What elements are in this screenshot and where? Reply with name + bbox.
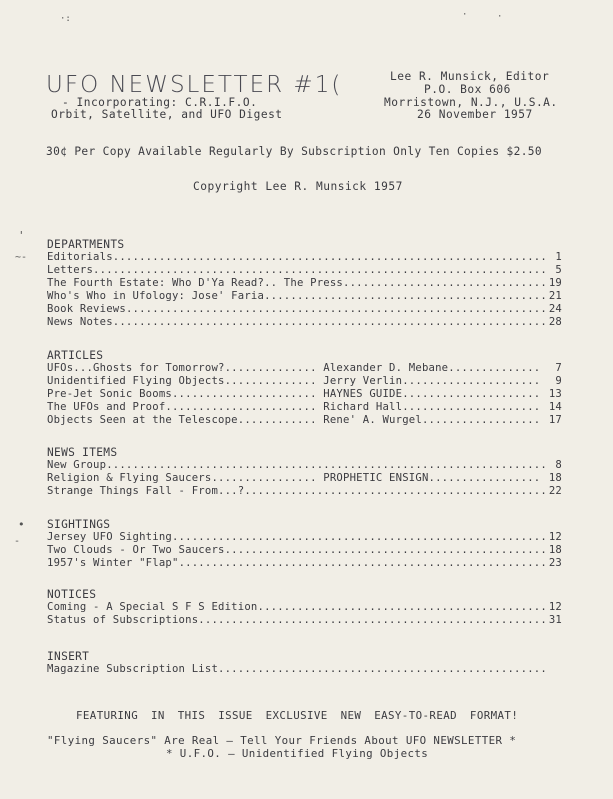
dot-leader: ........................................... [264, 290, 547, 302]
toc-entry-text: Magazine Subscription List [47, 663, 219, 675]
dot-leader: ..................................................... [198, 614, 547, 626]
toc-entry [47, 614, 562, 627]
toc-entry-title [47, 414, 540, 426]
toc-entry-text: News Notes [47, 316, 113, 328]
toc-entry-title [47, 557, 547, 569]
toc-entry-title [47, 362, 540, 374]
dot-leader: .............. [448, 362, 541, 374]
toc-entry [47, 290, 562, 303]
dot-leader: .................................................. [218, 663, 547, 675]
toc-page-number: 9 [555, 375, 562, 387]
pricing-line: 30¢ Per Copy Available Regularly By Subscription Only Ten Copies $2.50 [46, 145, 542, 158]
toc-page-number: 22 [548, 485, 562, 497]
dot-leader: ..................... [402, 375, 541, 387]
toc-entry-text: Pre-Jet Sonic Booms [47, 388, 172, 400]
toc-entry [47, 251, 562, 264]
dot-leader: ............................... [343, 277, 547, 289]
toc-page-number: 28 [548, 316, 562, 328]
toc-entry [47, 459, 562, 472]
toc-entry-author: Richard Hall [323, 401, 403, 413]
toc-entry-text: Religion & Flying Saucers [47, 472, 212, 484]
speck-mark: ·: [60, 14, 71, 24]
toc-entry-title [47, 531, 547, 543]
toc-entry [47, 601, 562, 614]
toc-page-number: 18 [548, 544, 562, 556]
toc-entry-text: Strange Things Fall - From...? [47, 485, 245, 497]
dot-leader: ................. [428, 472, 541, 484]
dot-leader: ..................................................................... [93, 264, 547, 276]
toc-page-number: 21 [548, 290, 562, 302]
toc-entry [47, 401, 562, 414]
margin-mark: ~- [15, 252, 28, 263]
toc-entry-title [47, 303, 547, 315]
toc-entry [47, 316, 562, 329]
newsletter-masthead: UFO NEWSLETTER #1( [46, 72, 343, 98]
toc-entry-text: Editorials [47, 251, 113, 263]
section-heading: NOTICES [47, 588, 97, 601]
toc-entry [47, 663, 562, 676]
margin-mark: • [18, 518, 25, 531]
toc-entry-title [47, 388, 540, 400]
editor-line: Lee R. Munsick, Editor [390, 70, 550, 83]
toc-entry-text: Status of Subscriptions [47, 614, 199, 626]
toc-page-number: 19 [548, 277, 562, 289]
toc-entry-text: New Group [47, 459, 107, 471]
toc-entry-text: Letters [47, 264, 94, 276]
toc-entry [47, 264, 562, 277]
toc-entry-title [47, 472, 540, 484]
toc-entry [47, 303, 562, 316]
dot-leader: .................. [421, 414, 541, 426]
dot-leader: ...................... [171, 388, 324, 400]
section-heading: SIGHTINGS [47, 518, 111, 531]
footer-line-1: "Flying Saucers" Are Real — Tell Your Friends About UFO NEWSLETTER * [47, 734, 517, 747]
toc-entry-author: Rene' A. Wurgel [323, 414, 422, 426]
toc-page-number: 24 [548, 303, 562, 315]
toc-entry-title [47, 316, 547, 328]
margin-mark: ' [18, 229, 25, 242]
dot-leader: .............................................. [244, 485, 547, 497]
section-heading: ARTICLES [47, 349, 104, 362]
section-heading: INSERT [47, 650, 90, 663]
featuring-line: FEATURING IN THIS ISSUE EXCLUSIVE NEW EASY-TO-READ FORMAT! [76, 709, 519, 722]
dot-leader: .............. [224, 362, 324, 374]
toc-entry-title [47, 401, 540, 413]
toc-page-number: 13 [548, 388, 562, 400]
dot-leader: ............ [237, 414, 324, 426]
toc-entry [47, 485, 562, 498]
toc-entry [47, 375, 562, 388]
toc-entry-text: The UFOs and Proof [47, 401, 166, 413]
toc-entry-author: PROPHETIC ENSIGN [323, 472, 429, 484]
dot-leader: ....................... [165, 401, 324, 413]
dot-leader: ............................................ [257, 601, 547, 613]
section-heading: NEWS ITEMS [47, 446, 118, 459]
footer-line-2: * U.F.O. — Unidentified Flying Objects [166, 747, 429, 760]
toc-entry-author: HAYNES GUIDE [323, 388, 403, 400]
dot-leader: ................................................................ [125, 303, 547, 315]
dot-leader: .............. [224, 375, 324, 387]
toc-entry-text: Coming - A Special S F S Edition [47, 601, 258, 613]
toc-entry-title [47, 459, 547, 471]
dot-leader: .................................................................. [112, 316, 547, 328]
toc-page-number: 14 [548, 401, 562, 413]
speck-mark: · [462, 10, 468, 20]
dot-leader: ........................................................ [178, 557, 547, 569]
dot-leader: .................................................................. [112, 251, 547, 263]
toc-entry [47, 388, 562, 401]
margin-mark: - [14, 536, 21, 547]
toc-entry-text: Two Clouds - Or Two Saucers [47, 544, 225, 556]
dot-leader: ................................................. [224, 544, 547, 556]
toc-entry-text: Objects Seen at the Telescope [47, 414, 238, 426]
toc-entry-text: Book Reviews [47, 303, 126, 315]
toc-entry-title [47, 277, 547, 289]
toc-page-number: 23 [548, 557, 562, 569]
incorporating-line: - Incorporating: C.R.I.F.O. [62, 96, 258, 109]
toc-entry-title [47, 264, 547, 276]
dot-leader: ................................................................... [106, 459, 547, 471]
speck-mark: · [497, 12, 503, 22]
toc-page-number: 31 [548, 614, 562, 626]
toc-page-number: 12 [548, 601, 562, 613]
dot-leader: ..................... [402, 388, 541, 400]
toc-entry-text: UFOs...Ghosts for Tomorrow? [47, 362, 225, 374]
toc-entry-title [47, 485, 547, 497]
issue-date: 26 November 1957 [417, 108, 533, 121]
toc-entry-title [47, 290, 547, 302]
toc-entry-author: Jerry Verlin [323, 375, 403, 387]
po-box-line: P.O. Box 606 [424, 83, 511, 96]
toc-page-number: 7 [555, 362, 562, 374]
toc-entry [47, 362, 562, 375]
dot-leader: ................ [211, 472, 324, 484]
toc-entry-title [47, 614, 547, 626]
toc-page-number: 17 [548, 414, 562, 426]
section-heading: DEPARTMENTS [47, 238, 125, 251]
toc-entry [47, 544, 562, 557]
toc-page-number: 8 [555, 459, 562, 471]
toc-entry [47, 472, 562, 485]
dot-leader: ..................... [402, 401, 541, 413]
toc-page-number: 1 [555, 251, 562, 263]
toc-page-number: 5 [555, 264, 562, 276]
toc-entry-title [47, 251, 547, 263]
toc-page-number: 12 [548, 531, 562, 543]
toc-entry-text: Jersey UFO Sighting [47, 531, 172, 543]
toc-entry-title [47, 663, 547, 675]
toc-entry [47, 557, 562, 570]
copyright-line: Copyright Lee R. Munsick 1957 [193, 180, 403, 193]
toc-entry-title [47, 601, 547, 613]
toc-entry-title [47, 375, 540, 387]
toc-entry-text: Who's Who in Ufology: Jose' Faria [47, 290, 265, 302]
toc-entry-text: Unidentified Flying Objects [47, 375, 225, 387]
toc-entry-title [47, 544, 547, 556]
toc-page-number: 18 [548, 472, 562, 484]
dot-leader: ......................................................... [171, 531, 547, 543]
toc-entry [47, 414, 562, 427]
toc-entry-text: The Fourth Estate: Who D'Ya Read?.. The Press [47, 277, 344, 289]
toc-entry-text: 1957's Winter "Flap" [47, 557, 179, 569]
toc-entry [47, 531, 562, 544]
toc-entry-author: Alexander D. Mebane [323, 362, 449, 374]
city-line: Morristown, N.J., U.S.A. [384, 96, 558, 109]
toc-entry [47, 277, 562, 290]
digest-line: Orbit, Satellite, and UFO Digest [51, 108, 283, 121]
